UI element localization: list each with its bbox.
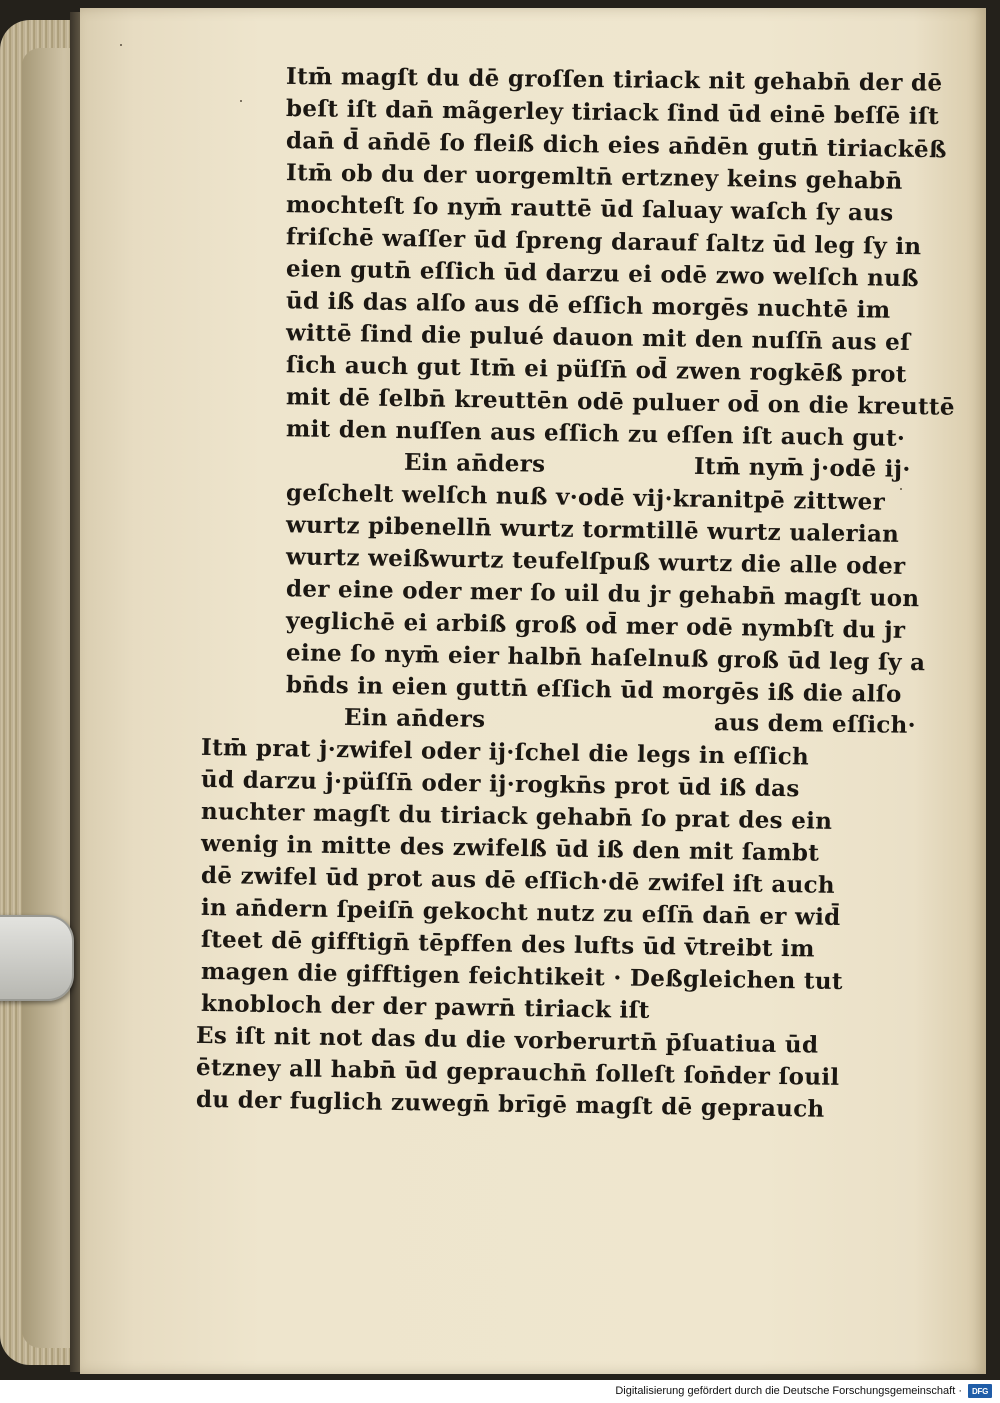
text-line: wurtz weißwurtz teufelſpuß wurtz die alle oder xyxy=(285,543,906,580)
text-line: magen die gifftigen feichtikeit · Deßgleichen tut xyxy=(200,957,844,996)
footer-credit xyxy=(615,1382,992,1400)
text-line: eine ſo nym̄ eier halbn̄ haſelnuß groß ūd leg ſy a xyxy=(285,639,926,677)
bookmark-tab xyxy=(0,915,74,1001)
text-line: Itm̄ prat j·zwifel oder ij·ſchel die legs in eſſich xyxy=(200,733,810,771)
text-line: dan̄ d̄ an̄dē ſo fleiß dich eies an̄dēn gutn̄ tiriackēß xyxy=(285,127,947,164)
text-line: eien gutn̄ eſſich ūd darzu ei odē zwo welſch nuß xyxy=(285,255,920,293)
text-line: friſchē waſſer ūd ſpreng darauf ſaltz ūd leg ſy in xyxy=(285,223,922,261)
text-line: mochteſt ſo nym̄ rauttē ūd ſaluay waſch ſy aus xyxy=(285,191,894,227)
text-line: Itm̄ ob du der uorgemltn̄ ertzney keins gehabn̄ xyxy=(285,159,903,195)
text-line: du der fuglich zuwegn̄ brīgē magſt dē geprauch xyxy=(195,1085,825,1123)
dfg-logo-icon: DFG xyxy=(968,1384,992,1398)
text-line: wurtz pibenelln̄ wurtz tormtillē wurtz ualerian xyxy=(285,511,900,548)
text-line: yeglichē ei arbiß groß od̄ mer odē nymbſt du jr xyxy=(285,607,906,644)
text-line: mit dē ſelbn̄ kreuttēn odē puluer od̄ on die kreuttē xyxy=(285,383,956,421)
text-block xyxy=(195,60,956,1123)
text-line: nuchter magſt du tiriack gehabn̄ ſo prat des ein xyxy=(200,797,833,835)
text-line: knobloch der der pawrn̄ tiriack iſt xyxy=(200,989,650,1024)
text-line: wittē ſind die pulué dauon mit den nuſſn̄ aus eſ xyxy=(285,319,911,357)
section-heading: Ein an̄ders xyxy=(343,703,486,733)
section-heading-tail: aus dem eſſich· xyxy=(713,709,917,739)
text-line: in an̄dern ſpeiſn̄ gekocht nutz zu eſſn̄ dan̄ er wid̄ xyxy=(200,893,841,931)
paper-speck xyxy=(120,44,122,46)
text-line: ētzney all habn̄ ūd geprauchn̄ ſolleſt ſon̄der ſouil xyxy=(195,1053,840,1091)
text-line: dē zwifel ūd prot aus dē eſſich·dē zwifel iſt auch xyxy=(200,861,836,899)
text-line: geſchelt welſch nuß v·odē vij·kranitpē zittwer xyxy=(285,479,886,516)
text-line: ūd darzu j·püſſn̄ oder ij·rogkn̄s prot ūd iß das xyxy=(200,765,800,803)
text-line: Itm̄ magſt du dē groſſen tiriack nit gehabn̄ der dē xyxy=(285,62,943,97)
text-line: mit den nuſſen aus eſſich zu eſſen iſt auch gut· xyxy=(285,415,906,452)
text-line: wenig in mitte des zwifelß ūd iß den mit ſambt xyxy=(200,829,820,867)
text-line: ūd iß das alſo aus dē eſſich morgēs nuchtē im xyxy=(285,287,891,324)
section-heading: Ein an̄ders xyxy=(403,448,546,478)
text-line: der eine oder mer ſo uil du jr gehabn̄ magſt uon xyxy=(285,575,920,613)
footer-credit-text: Digitalisierung gefördert durch die Deutsche Forschungsgemeinschaft · xyxy=(615,1385,962,1397)
text-line: ſich auch gut Itm̄ ei püſſn̄ od̄ zwen rogkēß prot xyxy=(285,351,907,389)
text-line: Es iſt nit not das du die vorberurtn̄ p̄ſuatiua ūd xyxy=(195,1021,819,1059)
section-heading-tail: Itm̄ nym̄ j·odē ij· xyxy=(693,452,911,483)
text-line: ſteet dē gifftign̄ tēpffen des lufts ūd v̄treibt im xyxy=(200,925,815,963)
text-line: bn̄ds in eien guttn̄ eſſich ūd morgēs iß die alſo xyxy=(285,671,902,708)
text-line: beſt iſt dan̄ mãgerley tiriack ſind ūd einē beſſē iſt xyxy=(285,94,940,130)
